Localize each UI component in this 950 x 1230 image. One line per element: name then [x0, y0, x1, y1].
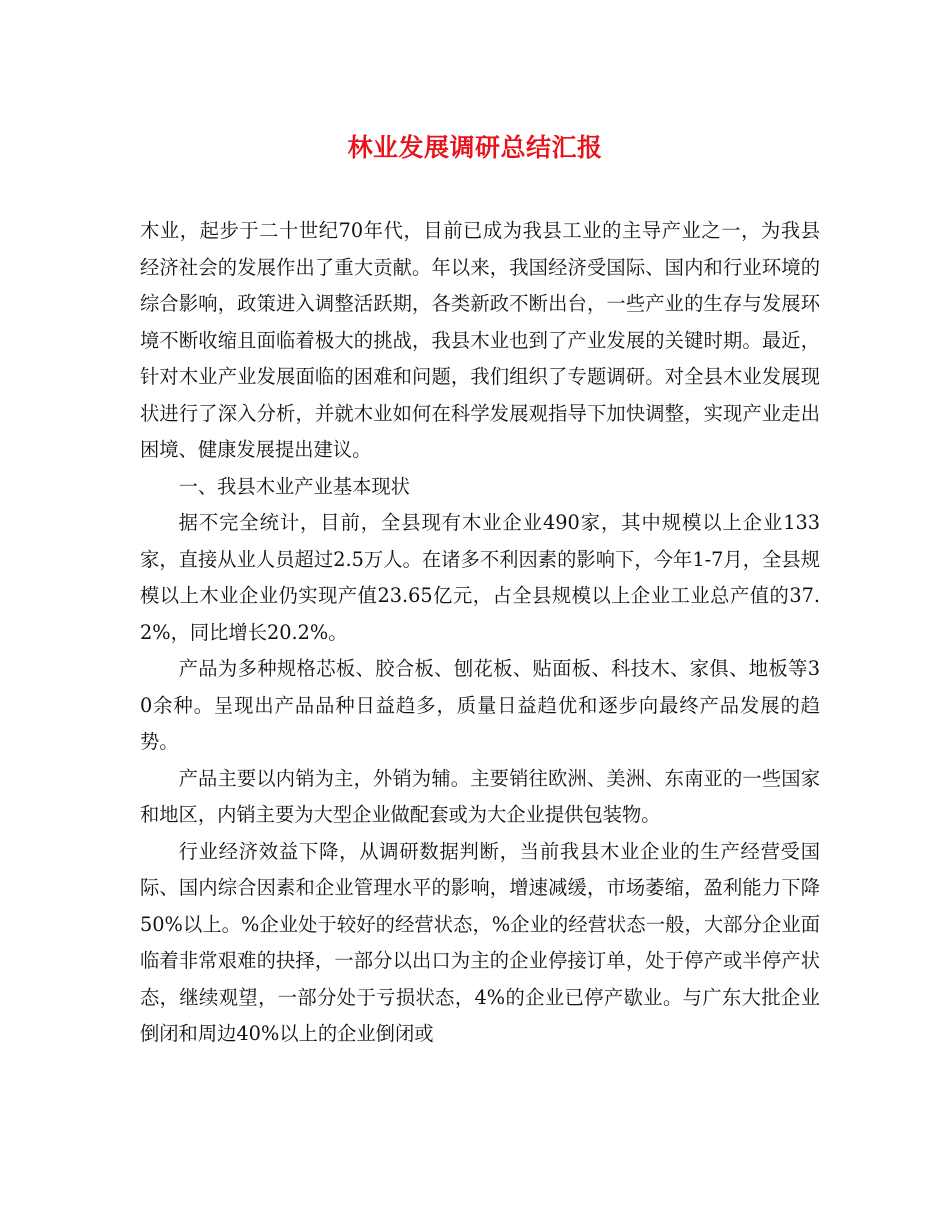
- section-heading: 一、我县木业产业基本现状: [178, 474, 410, 498]
- paragraph-efficiency: 行业经济效益下降，从调研数据判断，当前我县木业企业的生产经营受国际、国内综合因素和企业管理水平的影响，增速减缓，市场萎缩，盈利能力下降50%以上。%企业处于较好的经营状态，%企业的经营状态一般，大部分企业面临着非常艰难的抉择，一部分以出口为主的企业停接订单，处于停产或半停产状态，继续观望，一部分处于亏损状态，4%的企业已停产歇业。与广东大批企业倒闭和周边40%以上的企业倒闭或: [140, 839, 820, 1045]
- paragraph-statistics: 据不完全统计，目前，全县现有木业企业490家，其中规模以上企业133家，直接从业人员超过2.5万人。在诸多不利因素的影响下，今年1-7月，全县规模以上木业企业仍实现产值23.65亿元，占全县规模以上企业工业总产值的37.2%，同比增长20.2%。: [140, 511, 820, 644]
- paragraph-intro: 木业，起步于二十世纪70年代，目前已成为我县工业的主导产业之一，为我县经济社会的发展作出了重大贡献。年以来，我国经济受国际、国内和行业环境的综合影响，政策进入调整活跃期，各类新政不断出台，一些产业的生存与发展环境不断收缩且面临着极大的挑战，我县木业也到了产业发展的关键时期。最近，针对木业产业发展面临的困难和问题，我们组织了专题调研。对全县木业发展现状进行了深入分析，并就木业如何在科学发展观指导下加快调整，实现产业走出困境、健康发展提出建议。: [140, 219, 820, 461]
- document-title: 林业发展调研总结汇报: [347, 133, 603, 162]
- document-body: [140, 213, 820, 1053]
- paragraph-sales: 产品主要以内销为主，外销为辅。主要销往欧洲、美洲、东南亚的一些国家和地区，内销主要为大型企业做配套或为大企业提供包装物。: [140, 766, 820, 826]
- paragraph-products: 产品为多种规格芯板、胶合板、刨花板、贴面板、科技木、家俱、地板等30余种。呈现出产品品种日益趋多，质量日益趋优和逐步向最终产品发展的趋势。: [140, 657, 820, 753]
